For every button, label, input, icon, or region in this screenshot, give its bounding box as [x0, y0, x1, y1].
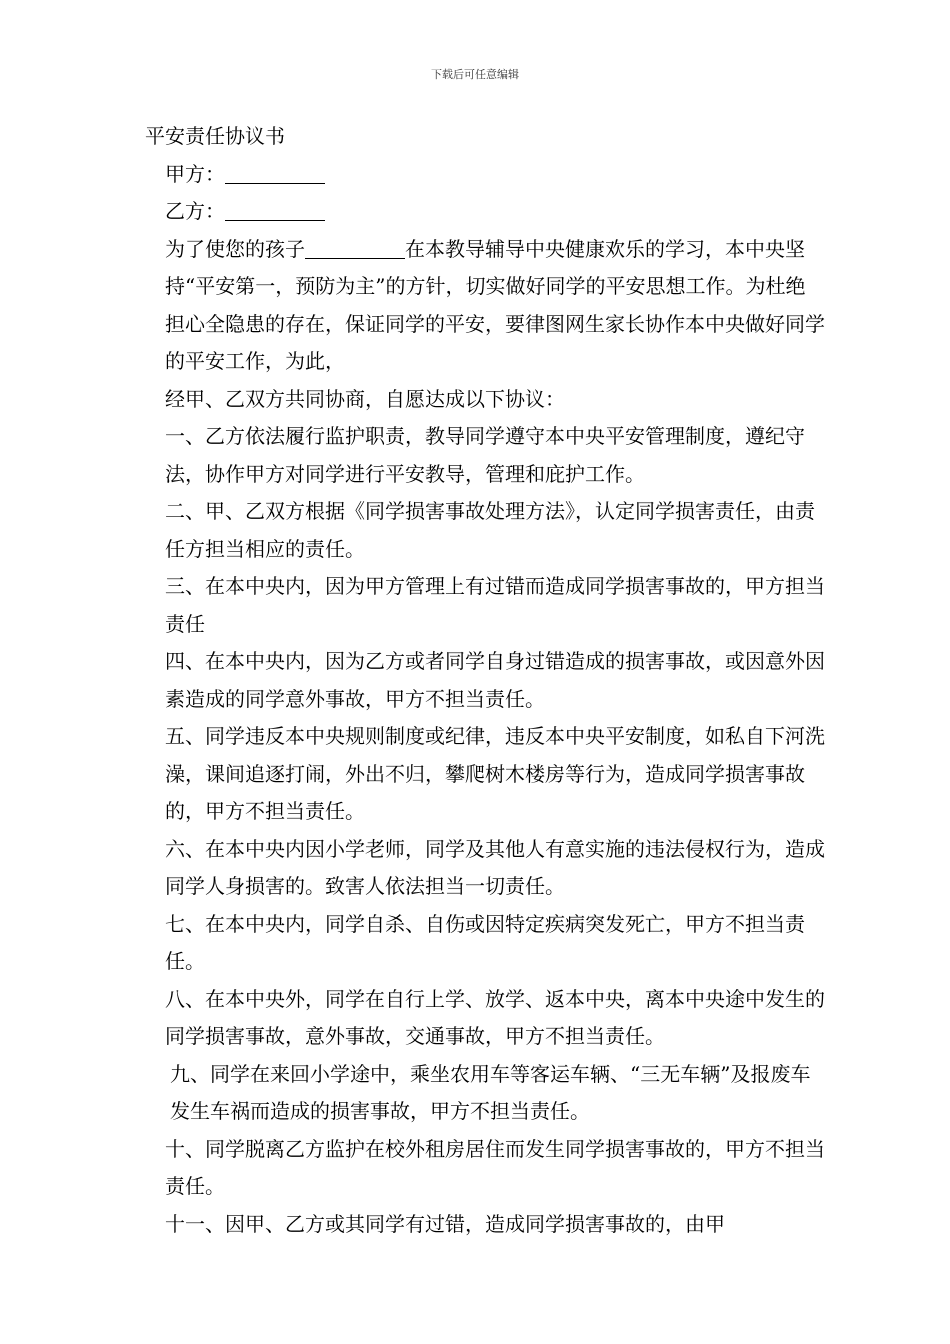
intro-text-start: 为了使您的孩子	[165, 236, 305, 261]
document-title: 平安责任协议书	[145, 124, 285, 148]
clause-1: 一、乙方依法履行监护职责，教导同学遵守本中央平安管理制度，遵纪守法，协作甲方对同学进行平安教导，管理和庇护工作。	[165, 424, 805, 486]
clause-9: 九、同学在来回小学途中，乘坐农用车等客运车辆、“三无车辆”及报废车发生车祸而造成的损害事故，甲方不担当责任。	[170, 1061, 811, 1123]
agreement-intro: 经甲、乙双方共同协商，自愿达成以下协议：	[165, 386, 565, 411]
clause-6: 六、在本中央内因小学老师，同学及其他人有意实施的违法侵权行为，造成同学人身损害的。致害人依法担当一切责任。	[165, 836, 825, 898]
clause-3: 三、在本中央内，因为甲方管理上有过错而造成同学损害事故的，甲方担当责任	[165, 574, 825, 636]
child-name-blank[interactable]	[305, 236, 405, 259]
party-a-blank[interactable]	[225, 161, 325, 184]
clause-8: 八、在本中央外，同学在自行上学、放学、返本中央，离本中央途中发生的同学损害事故，意外事故，交通事故，甲方不担当责任。	[165, 986, 825, 1048]
clause-7: 七、在本中央内，同学自杀、自伤或因特定疾病突发死亡，甲方不担当责任。	[165, 911, 805, 973]
clause-4: 四、在本中央内，因为乙方或者同学自身过错造成的损害事故，或因意外因素造成的同学意外事故，甲方不担当责任。	[165, 649, 825, 711]
party-b-blank[interactable]	[225, 198, 325, 221]
intro-paragraph	[145, 231, 825, 381]
party-b-line	[145, 193, 825, 231]
document-body	[145, 118, 825, 1243]
clause-10: 十、同学脱离乙方监护在校外租房居住而发生同学损害事故的，甲方不担当责任。	[165, 1136, 825, 1198]
clause-5: 五、同学违反本中央规则制度或纪律，违反本中央平安制度，如私自下河洗澡，课间追逐打闹，外出不归，攀爬树木楼房等行为，造成同学损害事故的，甲方不担当责任。	[165, 724, 825, 823]
party-a-line	[145, 156, 825, 194]
party-b-label: 乙方：	[165, 199, 225, 223]
clause-2: 二、甲、乙双方根据《同学损害事故处理方法》，认定同学损害责任，由责任方担当相应的责任。	[165, 499, 815, 561]
clause-11: 十一、因甲、乙方或其同学有过错，造成同学损害事故的，由甲	[165, 1211, 725, 1236]
intro-text-rest: 在本教导辅导中央健康欢乐的学习，本中央坚持“平安第一，预防为主”的方针，切实做好同学的平安思想工作。为杜绝担心全隐患的存在，保证同学的平安，要律图网生家长协作本中央做好同学的平安工作，为此，	[165, 236, 825, 373]
page-header-note: 下载后可任意编辑	[431, 68, 519, 81]
party-a-label: 甲方：	[165, 161, 225, 186]
